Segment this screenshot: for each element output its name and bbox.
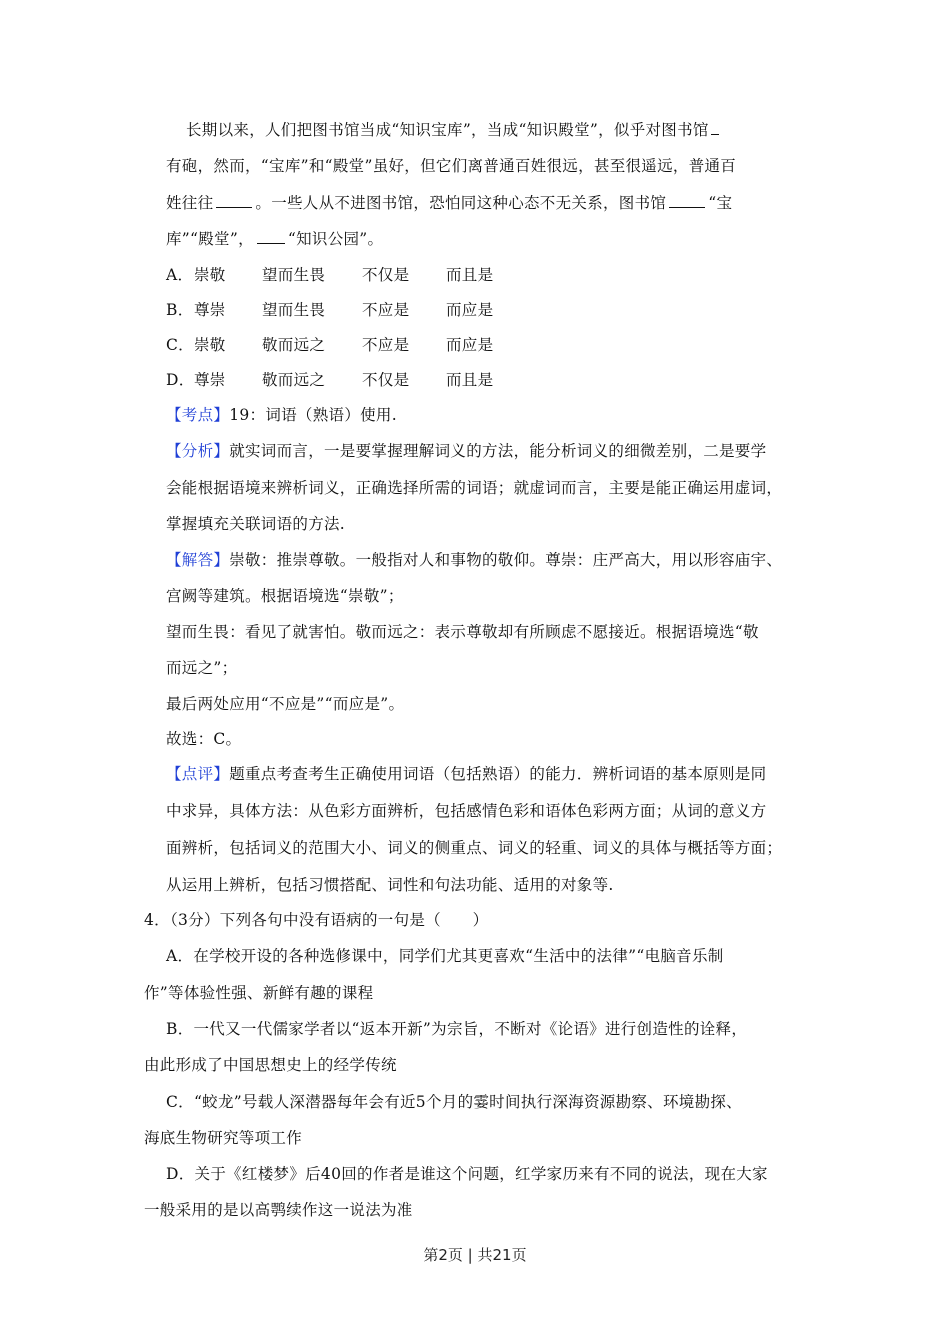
passage-text: 长期以来，人们把图书馆当成“知识宝库”，当成“知识殿堂”，似乎对图书馆 bbox=[186, 121, 709, 139]
option-letter: C． bbox=[166, 336, 194, 354]
question4-stem: 4．（3分）下列各句中没有语病的一句是（ ） bbox=[144, 911, 489, 929]
fill-blank bbox=[257, 229, 285, 244]
passage-text: “知识公园”。 bbox=[287, 230, 384, 248]
fenxi-line-3: 掌握填充关联词语的方法. bbox=[166, 515, 346, 533]
q4-option-c-line1: C．“蛟龙”号载人深潜器每年会有近5个月的霎时间执行深海资源勘察、环境勘探、 bbox=[166, 1093, 742, 1111]
passage-line-2: 有砲，然而，“宝库”和“殿堂”虽好，但它们离普通百姓很远，甚至很遥远，普通百 bbox=[166, 157, 737, 175]
option-word: 而应是 bbox=[446, 301, 494, 319]
fill-blank bbox=[669, 193, 705, 208]
dianping-text: 题重点考查考生正确使用词语（包括熟语）的能力．辨析词语的基本原则是同 bbox=[229, 765, 767, 783]
jieda-line-2: 宫阙等建筑。根据语境选“崇敬”； bbox=[166, 587, 404, 605]
fill-blank bbox=[216, 193, 252, 208]
jieda-line-1 bbox=[166, 550, 782, 570]
option-word: 崇敬 bbox=[194, 336, 226, 354]
option-letter: D． bbox=[166, 371, 195, 389]
option-word: 不仅是 bbox=[362, 266, 410, 284]
option-letter: B． bbox=[166, 301, 194, 319]
option-word: 而且是 bbox=[446, 266, 494, 284]
fenxi-tag: 【分析】 bbox=[166, 442, 230, 460]
option-word: 敬而远之 bbox=[262, 336, 326, 354]
option-word: 而应是 bbox=[446, 336, 494, 354]
jieda-line-6: 故选：C。 bbox=[166, 730, 242, 748]
option-word: 崇敬 bbox=[194, 266, 226, 284]
option-word: 不仅是 bbox=[362, 371, 410, 389]
q4-option-d-line2: 一般采用的是以高鹗续作这一说法为准 bbox=[144, 1201, 413, 1219]
passage-text: 。一些人从不进图书馆，恐怕同这种心态不无关系，图书馆 bbox=[255, 194, 667, 212]
dianping-line-2: 中求异，具体方法：从色彩方面辨析，包括感情色彩和语体色彩两方面；从词的意义方 bbox=[166, 802, 767, 820]
kaodian-tag: 【考点】 bbox=[166, 406, 230, 424]
passage-text: 库”“殿堂”， bbox=[166, 230, 254, 248]
option-letter: A． bbox=[166, 266, 194, 284]
q4-option-a-line2: 作”等体验性强、新鲜有趣的课程 bbox=[144, 984, 374, 1002]
option-word: 不应是 bbox=[362, 301, 410, 319]
option-row-b bbox=[166, 300, 506, 320]
option-word: 尊崇 bbox=[194, 301, 226, 319]
jieda-line-4: 而远之”； bbox=[166, 659, 238, 677]
passage-text: 姓往往 bbox=[166, 194, 214, 212]
q4-option-d-line1: D．关于《红楼梦》后40回的作者是谁这个问题，红学家历来有不同的说法，现在大家 bbox=[166, 1165, 768, 1183]
q4-option-a-line1: A．在学校开设的各种选修课中，同学们尤其更喜欢“生活中的法律”“电脑音乐制 bbox=[166, 947, 724, 965]
kaodian-text: 19：词语（熟语）使用. bbox=[229, 406, 397, 424]
option-word: 望而生畏 bbox=[262, 266, 326, 284]
option-word: 望而生畏 bbox=[262, 301, 326, 319]
option-row-a bbox=[166, 265, 506, 285]
jieda-tag: 【解答】 bbox=[166, 551, 230, 569]
passage-line-4 bbox=[166, 229, 383, 249]
fenxi-line-1 bbox=[166, 441, 766, 461]
option-word: 敬而远之 bbox=[262, 371, 326, 389]
q4-option-c-line2: 海底生物研究等项工作 bbox=[144, 1129, 303, 1147]
option-word: 不应是 bbox=[362, 336, 410, 354]
passage-line-3 bbox=[166, 193, 732, 213]
option-word: 而且是 bbox=[446, 371, 494, 389]
fill-blank bbox=[711, 120, 719, 135]
q4-option-b-line2: 由此形成了中国思想史上的经学传统 bbox=[144, 1056, 397, 1074]
dianping-line-4: 从运用上辨析，包括习惯搭配、词性和句法功能、适用的对象等. bbox=[166, 876, 614, 894]
jieda-text: 崇敬：推崇尊敬。一般指对人和事物的敬仰。尊崇：庄严高大，用以形容庙宇、 bbox=[229, 551, 783, 569]
q4-option-b-line1: B．一代又一代儒家学者以“返本开新”为宗旨，不断对《论语》进行创造性的诠释， bbox=[166, 1020, 748, 1038]
passage-text: “宝 bbox=[708, 194, 733, 212]
jieda-line-3: 望而生畏：看见了就害怕。敬而远之：表示尊敬却有所顾虑不愿接近。根据语境选“敬 bbox=[166, 623, 759, 641]
passage-line-1 bbox=[186, 120, 719, 140]
page-number-footer: 第2页 | 共21页 bbox=[423, 1246, 527, 1264]
dianping-line-1 bbox=[166, 764, 766, 784]
dianping-line-3: 面辨析，包括词义的范围大小、词义的侧重点、词义的轻重、词义的具体与概括等方面； bbox=[166, 839, 783, 857]
fenxi-text: 就实词而言，一是要掌握理解词义的方法，能分析词义的细微差别，二是要学 bbox=[229, 442, 767, 460]
kaodian-section bbox=[166, 405, 397, 425]
jieda-line-5: 最后两处应用“不应是”“而应是”。 bbox=[166, 695, 405, 713]
option-row-d bbox=[166, 370, 506, 390]
fenxi-line-2: 会能根据语境来辨析词义，正确选择所需的词语；就虚词而言，主要是能正确运用虚词， bbox=[166, 479, 783, 497]
option-row-c bbox=[166, 335, 506, 355]
dianping-tag: 【点评】 bbox=[166, 765, 230, 783]
option-word: 尊崇 bbox=[194, 371, 226, 389]
